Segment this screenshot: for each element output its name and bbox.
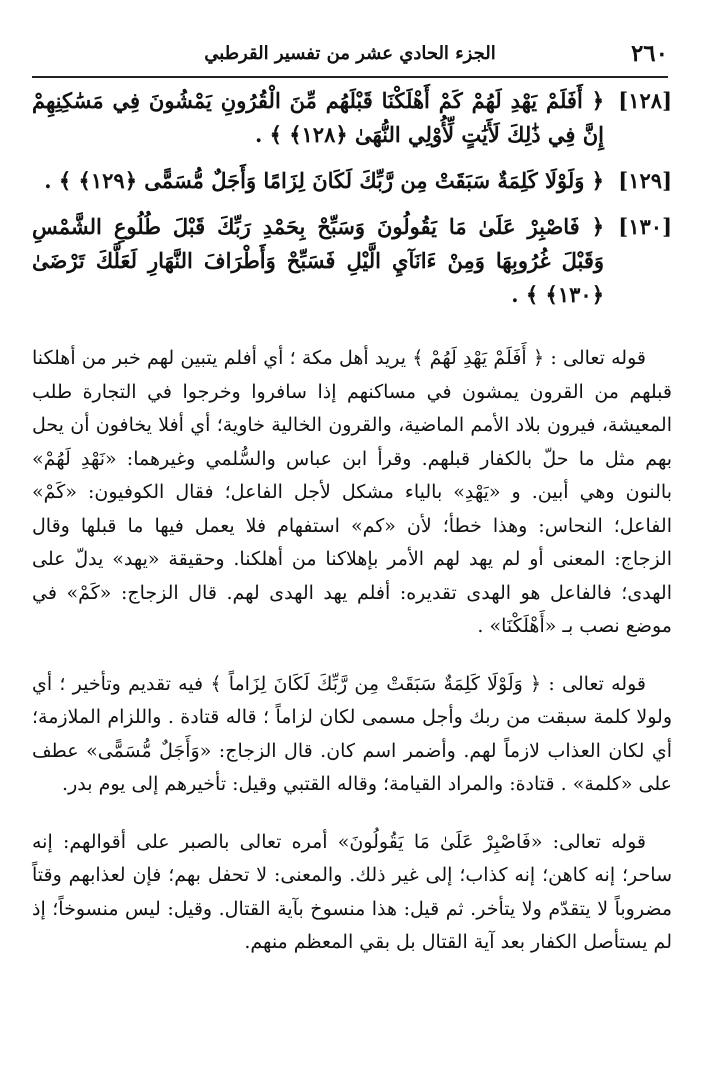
verse-text: ﴿ فَاصْبِرْ عَلَىٰ مَا يَقُولُونَ وَسَبِّحْ بِحَمْدِ رَبِّكَ قَبْلَ طُلُوعِ الشَّمْسِ وَقَبْلَ غُرُوبِهَا وَمِنْ ءَانَآيِ الَّيْلِ فَسَبِّحْ وَأَطْرَافَ النَّهَارِ لَعَلَّكَ تَرْضَىٰ ﴿١٣٠﴾ ﴾ . [32,214,604,307]
header-rule [32,76,668,78]
verses-block [32,84,672,324]
verse-text: ﴿ وَلَوْلَا كَلِمَةٌ سَبَقَتْ مِن رَّبِّكَ لَكَانَ لِزَامًا وَأَجَلٌ مُّسَمًّى ﴿١٢٩﴾ ﴾ . [44,168,604,193]
verse-number: [١٣٠] [618,214,672,239]
running-title: الجزء الحادي عشر من تفسير القرطبي [204,43,496,64]
commentary-paragraph-3: قوله تعالى: «فَاصْبِرْ عَلَىٰ مَا يَقُولُونَ» أمره تعالى بالصبر على أقوالهم: إنه ساحر؛ إنه كاهن؛ إنه كذاب؛ إلى غير ذلك. والمعنى: لا تحفل بهم؛ فإن لعذابهم وقتاً مضروباً لا يتقدّم ولا يتأخر. ثم قيل: هذا منسوخ بآية القتال. وقيل: ليس منسوخاً؛ إذ لم يستأصل الكفار بعد آية القتال بل بقي المعظم منهم. [32,830,672,953]
verse-130 [32,210,672,312]
verse-number: [١٢٨] [618,88,672,113]
page-number: ٢٦٠ [630,40,668,67]
commentary-paragraph-1: قوله تعالى : ﴿ أَفَلَمْ يَهْدِ لَهُمْ ﴾ يريد أهل مكة ؛ أي أفلم يتبين لهم خبر من أهلكنا قبلهم من القرون يمشون في مساكنهم إذا سافروا وخرجوا في التجارة طلب المعيشة، فيرون بلاد الأمم الماضية، والقرون الخالية خاوية؛ أي أفلا يخافون أن يحل بهم مثل ما حلّ بالكفار قبلهم. وقرأ ابن عباس والسُّلمي وغيرهما: «نَهْدِ لَهُمْ» بالنون وهي أبين. و «يَهْدِ» بالياء مشكل لأجل الفاعل؛ فقال الكوفيون: «كَمْ» الفاعل؛ النحاس: وهذا خطأ؛ لأن «كم» استفهام فلا يعمل فيها ما قبلها وقال الزجاج: المعنى أو لم يهد لهم الأمر بإهلاكنا من أهلكنا. وحقيقة «يهد» يدلّ على الهدى؛ فالفاعل هو الهدى تقديره: أفلم يهد الهدى لهم. قال الزجاج: «كَمْ» في موضع نصب بـ «أَهْلَكْنَا» . [32,347,672,637]
commentary-block [32,342,672,984]
page-header [32,40,668,80]
verse-128 [32,84,672,152]
commentary-paragraph-2: قوله تعالى : ﴿ وَلَوْلَا كَلِمَةٌ سَبَقَتْ مِن رَّبِّكَ لَكَانَ لِزَاماً ﴾ فيه تقديم وتأخير ؛ أي ولولا كلمة سبقت من ربك وأجل مسمى لكان لزاماً ؛ قاله قتادة . واللزام الملازمة؛ أي لكان العذاب لازماً لهم. وأضمر اسم كان. قال الزجاج: «وَأَجَلٌ مُّسَمًّى» عطف على «كلمة» . قتادة: والمراد القيامة؛ وقاله القتبي وقيل: تأخيرهم إلى يوم بدر. [32,672,672,795]
verse-129 [32,164,672,198]
verse-number: [١٢٩] [618,168,672,193]
verse-text: ﴿ أَفَلَمْ يَهْدِ لَهُمْ كَمْ أَهْلَكْنَا قَبْلَهُم مِّنَ الْقُرُونِ يَمْشُونَ فِي مَسَٰكِنِهِمْ إِنَّ فِي ذَٰلِكَ لَأَيَٰتٍ لِّأُوْلِي النُّهَىٰ ﴿١٢٨﴾ ﴾ . [32,88,604,147]
